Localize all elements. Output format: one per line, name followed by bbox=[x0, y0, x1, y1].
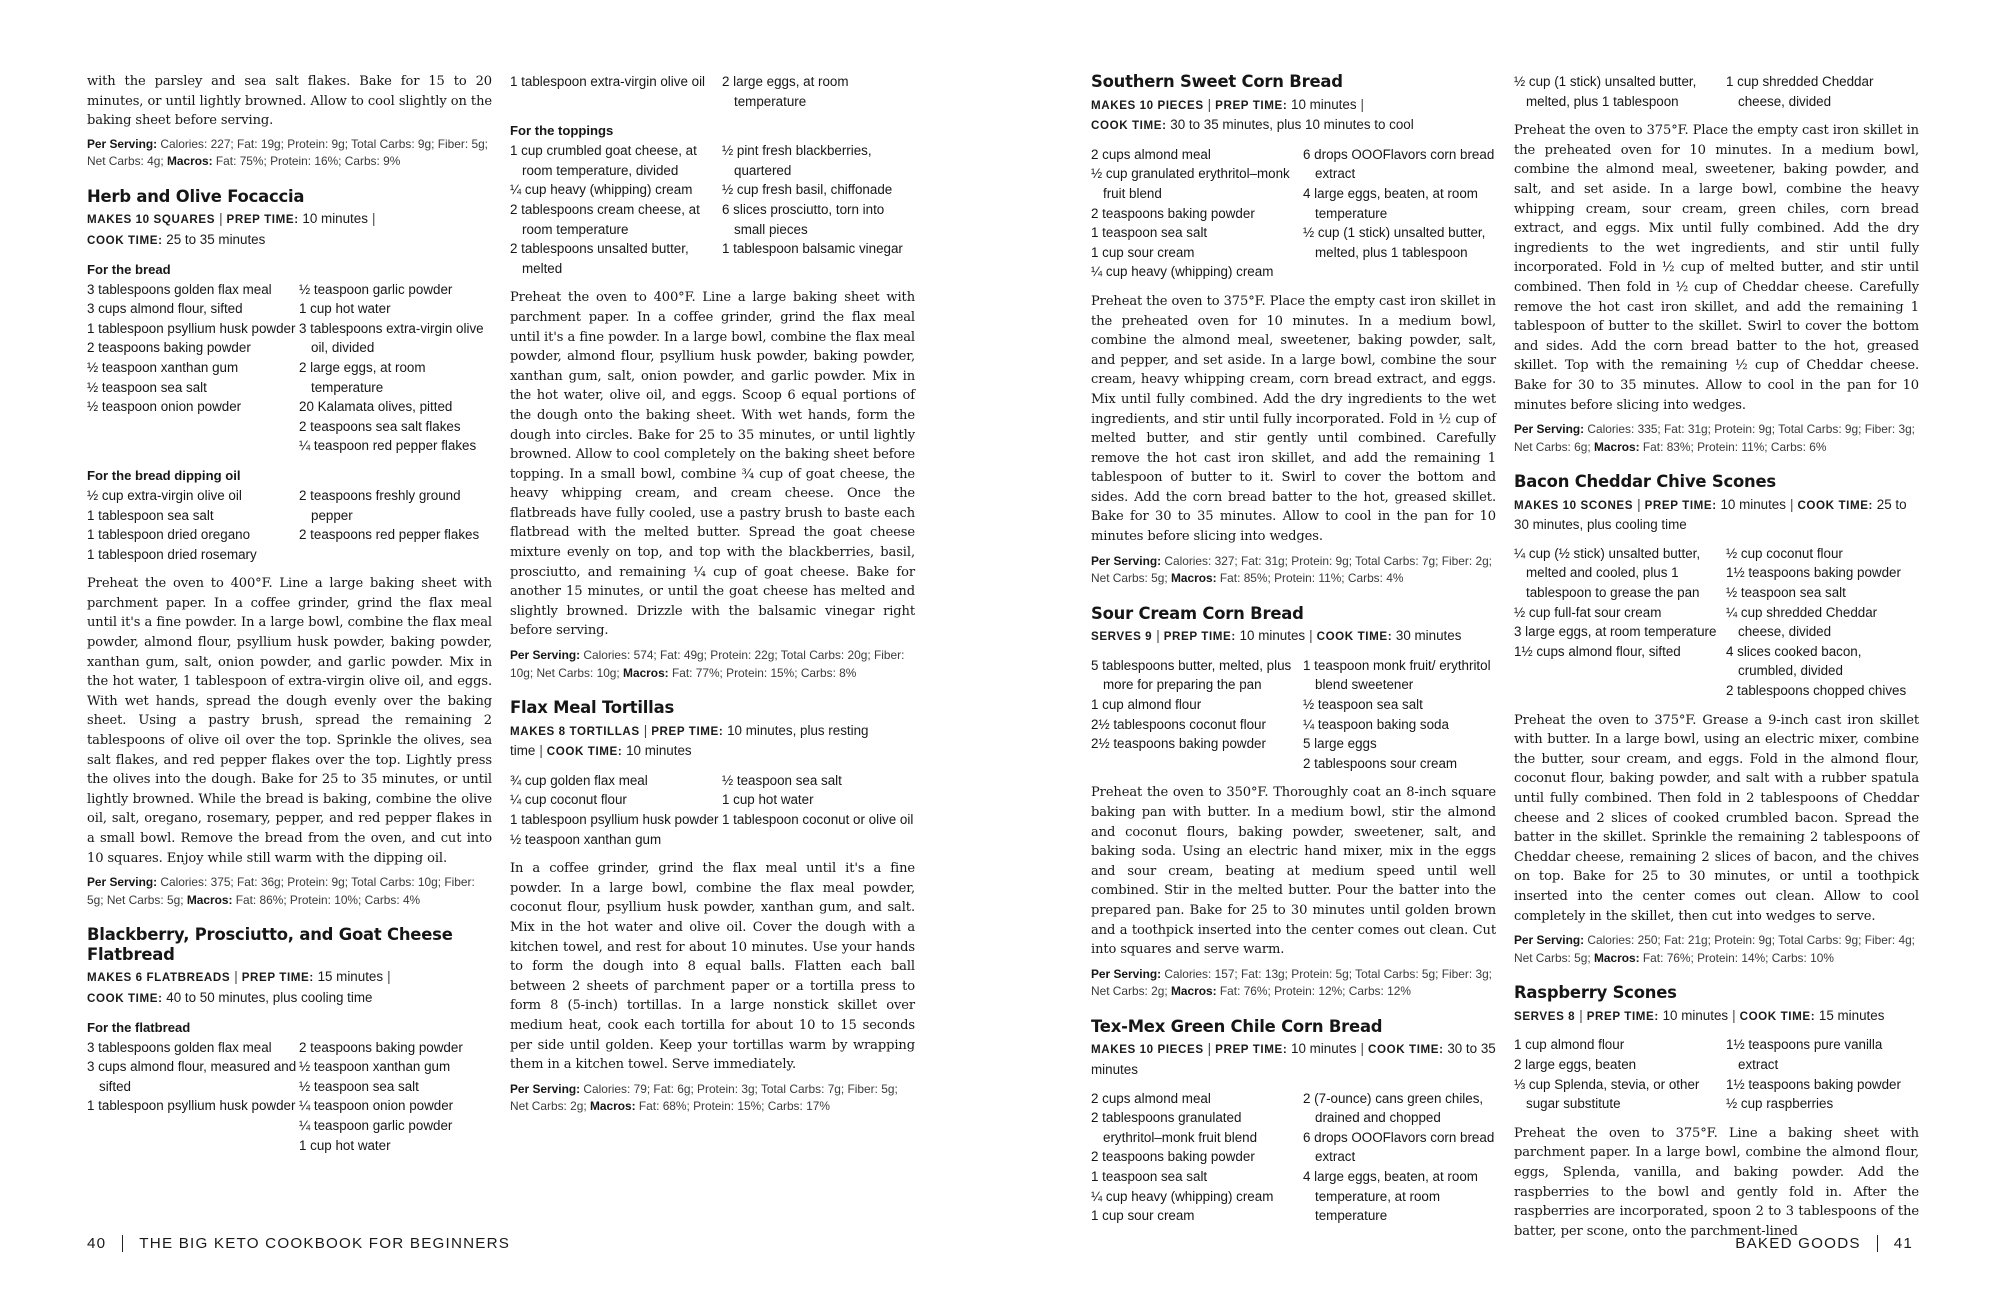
ingredient-item: 3 tablespoons extra-virgin olive oil, divided bbox=[299, 320, 484, 356]
ingredient-item: 1½ cups almond flour, sifted bbox=[1514, 643, 1681, 659]
macros-values: Fat: 75%; Protein: 16%; Carbs: 9% bbox=[215, 154, 401, 169]
left-page-column-1 bbox=[87, 72, 492, 1165]
recipe-raspberry-scones bbox=[1514, 983, 1919, 1241]
ingredient-item: ½ teaspoon xanthan gum bbox=[299, 1059, 451, 1075]
ingredient-item: 1 tablespoon dried oregano bbox=[87, 527, 251, 543]
ingredient-list bbox=[87, 280, 492, 456]
ingredient-subheading: For the toppings bbox=[510, 123, 614, 139]
section-title: BAKED GOODS bbox=[1735, 1235, 1861, 1252]
prep-label: PREP TIME: bbox=[651, 724, 724, 738]
recipe-title: Raspberry Scones bbox=[1514, 983, 1677, 1003]
macros-label: Macros: bbox=[1593, 439, 1640, 454]
ingredient-item: ½ teaspoon sea salt bbox=[87, 379, 207, 395]
ingredient-item: 1 cup sour cream bbox=[1091, 1208, 1195, 1224]
ingredient-item: ¼ cup heavy (whipping) cream bbox=[1091, 1188, 1274, 1204]
nutrition-info bbox=[1091, 966, 1496, 1001]
per-serving-label: Per Serving: bbox=[87, 875, 158, 890]
nutrition-info bbox=[1514, 421, 1919, 456]
ingredient-item: 3 large eggs, at room temperature bbox=[1514, 624, 1717, 640]
ingredient-item: 2 tablespoons granulated erythritol–monk fruit blend bbox=[1091, 1110, 1258, 1145]
recipe-instructions: Preheat the oven to 375°F. Grease a 9-inch cast iron skillet with butter. In a large bowl, using an electric mixer, combine the butter, sour cream, and eggs. Fold in the almond flour, coconut flour, baking powder, and salt with a rubber spatula until fully combined. Then fold in 2 tablespoons of Cheddar cheese and 2 slices of cooked crumbled bacon. Spread the batter in the skillet. Sprinkle the remaining 2 tablespoons of Cheddar cheese, remaining 2 slices of bacon, and the chives on top. Bake for 25 to 30 minutes, or until a toothpick inserted into the center comes out clean. Allow to cool completely in the skillet, then cut into wedges to serve. bbox=[1514, 712, 1919, 924]
makes-value: 10 SCONES bbox=[1562, 498, 1634, 512]
ingredient-list bbox=[1514, 544, 1919, 701]
ingredient-item: 2 tablespoons sour cream bbox=[1303, 755, 1458, 771]
footer-divider bbox=[122, 1235, 123, 1252]
ingredient-item: 1 cup sour cream bbox=[1091, 244, 1195, 260]
ingredient-item: 1 tablespoon psyllium husk powder bbox=[87, 320, 296, 336]
ingredient-item: 1 cup hot water bbox=[722, 792, 814, 808]
ingredient-item: 2 large eggs, at room temperature bbox=[722, 74, 849, 109]
ingredient-list bbox=[510, 72, 915, 111]
ingredient-subheading: For the flatbread bbox=[87, 1019, 191, 1035]
ingredient-column-left bbox=[1514, 1035, 1726, 1113]
makes-label: MAKES bbox=[510, 724, 555, 738]
ingredient-column-left bbox=[1514, 544, 1726, 701]
recipe-herb-olive-focaccia bbox=[87, 187, 492, 909]
makes-value: 10 SQUARES bbox=[135, 213, 216, 227]
macros-label: Macros: bbox=[623, 665, 669, 680]
ingredient-item: 3 tablespoons golden flax meal bbox=[87, 281, 272, 297]
ingredient-list bbox=[1514, 72, 1919, 111]
right-page-footer bbox=[1735, 1235, 1913, 1252]
recipe-instructions: Preheat the oven to 375°F. Place the empty cast iron skillet in the preheated oven for 10 minutes. In a medium bowl, combine the almond meal, sweetener, baking powder, and salt, and set aside. In a large bowl, combine the heavy whipping cream, sour cream, green chiles, corn bread extract, and eggs. Mix until fully combined. Add the dry ingredients to the wet ingredients, and stir until fully incorporated. Fold in ½ cup of melted butter, and stir until combined. Then fold in ½ cup of Cheddar cheese. Carefully remove the hot cast iron skillet, and add the remaining 1 tablespoon of butter to the skillet. Swirl to cover the bottom and sides. Add the corn bread batter to the hot, greased skillet. Top with the remaining ½ cup of Cheddar cheese. Bake for 30 to 35 minutes. Allow to cool in the pan for 10 minutes before slicing into wedges. bbox=[1514, 123, 1919, 413]
ingredient-column-right bbox=[722, 141, 915, 278]
ingredient-column-left bbox=[510, 141, 722, 278]
nutrition-values: Calories: 375; Fat: 36g; Protein: 9g; Total Carbs: 10g; Fiber: 5g; Net Carbs: 5g; bbox=[87, 875, 475, 907]
ingredient-item: 1 cup shredded Cheddar cheese, divided bbox=[1726, 74, 1874, 109]
recipe-instructions: Preheat the oven to 400°F. Line a large baking sheet with parchment paper. In a coffee grinder, grind the flax meal until it's a fine powder. In a large bowl, combine the flax meal powder, almond flour, psyllium husk powder, baking powder, xanthan gum, salt, onion powder, and garlic powder. Mix in the hot water, 1 tablespoon of extra-virgin olive oil, and eggs. With wet hands, spread the dough evenly over the baking sheet. Using a pastry brush, spread the remaining 2 tablespoons of olive oil over the top. Sprinkle the olives, sea salt flakes, and red pepper flakes over the top. Lightly press the olives into the dough. Bake for 25 to 35 minutes, or until lightly browned. While the bread is baking, combine the olive oil, salt, oregano, rosemary, pepper, and red pepper flakes in a small bowl. Remove the bread from the oven, and cut into 10 squares. Enjoy while still warm with the dipping oil. bbox=[87, 576, 492, 866]
footer-divider bbox=[1877, 1235, 1878, 1252]
recipe-instructions: Preheat the oven to 350°F. Thoroughly coat an 8-inch square baking pan with butter. In a medium bowl, stir the almond and coconut flours, baking powder, sweetener, salt, and baking soda. Using an electric hand mixer, mix in the eggs and sour cream, beating at medium speed until well combined. Stir in the melted butter. Pour the batter into the prepared pan. Bake for 25 to 30 minutes until golden brown and a toothpick inserted into the center comes out clean. Cut into squares and serve warm. bbox=[1091, 785, 1496, 958]
prep-value: 10 minutes bbox=[1291, 96, 1357, 112]
macros-values: Fat: 76%; Protein: 14%; Carbs: 10% bbox=[1642, 950, 1834, 965]
ingredient-list bbox=[87, 1038, 492, 1156]
serves-label: SERVES bbox=[1091, 630, 1142, 644]
ingredient-item: 5 tablespoons butter, melted, plus more for preparing the pan bbox=[1091, 657, 1292, 693]
serves-label: SERVES bbox=[1514, 1009, 1565, 1023]
serves-value: 9 bbox=[1145, 630, 1153, 644]
ingredient-item: ¼ cup shredded Cheddar cheese, divided bbox=[1726, 604, 1878, 640]
ingredient-item: ¾ cup golden flax meal bbox=[510, 772, 648, 788]
ingredient-list bbox=[1091, 145, 1496, 282]
ingredient-item: 2 cups almond meal bbox=[1091, 146, 1211, 162]
cook-label: COOK TIME: bbox=[1797, 498, 1874, 512]
macros-label: Macros: bbox=[589, 1099, 636, 1114]
per-serving-label: Per Serving: bbox=[1514, 933, 1585, 948]
makes-value: 8 TORTILLAS bbox=[558, 724, 640, 738]
recipe-meta: MAKES 6 FLATBREADS | PREP TIME: 15 minutes | COOK TIME: 40 to 50 minutes, plus cooling time bbox=[87, 969, 391, 1005]
ingredient-item: ½ teaspoon onion powder bbox=[87, 399, 242, 415]
nutrition-values: Calories: 227; Fat: 19g; Protein: 9g; Total Carbs: 9g; Fiber: 5g; Net Carbs: 4g; bbox=[87, 136, 488, 169]
macros-values: Fat: 86%; Protein: 10%; Carbs: 4% bbox=[235, 892, 421, 907]
page-number: 40 bbox=[87, 1235, 107, 1252]
ingredient-item: 1 cup almond flour bbox=[1514, 1037, 1625, 1053]
cook-label: COOK TIME: bbox=[87, 991, 163, 1005]
makes-label: MAKES bbox=[1091, 1043, 1136, 1057]
ingredient-column-right bbox=[1726, 72, 1919, 111]
ingredient-item: ¼ cup (½ stick) unsalted butter, melted and cooled, plus 1 tablespoon to grease the pan bbox=[1514, 545, 1701, 601]
ingredient-item: 1 cup almond flour bbox=[1091, 697, 1202, 713]
prep-label: PREP TIME: bbox=[226, 213, 299, 227]
ingredient-column-left bbox=[1091, 656, 1303, 774]
ingredient-item: ½ cup (1 stick) unsalted butter, melted, plus 1 tablespoon bbox=[1514, 74, 1697, 109]
prep-value: 10 minutes bbox=[1239, 628, 1306, 644]
ingredient-item: ½ cup raspberries bbox=[1726, 1096, 1834, 1112]
per-serving-label: Per Serving: bbox=[87, 136, 158, 151]
makes-label: MAKES bbox=[87, 971, 132, 985]
ingredient-item: 1 tablespoon dried rosemary bbox=[87, 546, 257, 562]
ingredient-item: 2 teaspoons freshly ground pepper bbox=[299, 487, 461, 523]
ingredient-column-left bbox=[87, 486, 299, 564]
ingredient-column-right bbox=[299, 280, 492, 456]
ingredient-item: ¼ teaspoon garlic powder bbox=[299, 1117, 453, 1133]
recipe-meta: SERVES 8 | PREP TIME: 10 minutes | COOK TIME: 15 minutes bbox=[1514, 1007, 1885, 1023]
ingredient-item: 1 teaspoon sea salt bbox=[1091, 1168, 1208, 1184]
right-page-column-1 bbox=[1091, 72, 1496, 1236]
recipe-instructions: In a coffee grinder, grind the flax meal until it's a fine powder. In a large bowl, combine the flax meal powder, coconut flour, psyllium husk powder, xanthan gum, and salt. Mix in the hot water and olive oil. Cover the dough with a kitchen towel, and rest for about 10 minutes. Use your hands to form the dough into 8 equal balls. Flatten each ball between 2 sheets of parchment paper or a tortilla press to form 8 (5-inch) tortillas. In a large nonstick skillet over medium heat, cook each tortilla for about 10 to 15 seconds per side until golden. Keep your tortillas warm by wrapping them in a kitchen towel. Serve immediately. bbox=[510, 861, 915, 1073]
ingredient-item: 2 teaspoons baking powder bbox=[299, 1039, 463, 1055]
macros-label: Macros: bbox=[1593, 950, 1640, 965]
ingredient-item: ½ cup fresh basil, chiffonade bbox=[722, 182, 893, 198]
ingredient-item: 6 drops OOOFlavors corn bread extract bbox=[1303, 146, 1495, 182]
ingredient-item: 5 large eggs bbox=[1303, 736, 1377, 752]
nutrition-info bbox=[510, 1081, 915, 1116]
recipe-title: Bacon Cheddar Chive Scones bbox=[1514, 472, 1776, 492]
macros-values: Fat: 76%; Protein: 12%; Carbs: 12% bbox=[1219, 984, 1411, 999]
nutrition-info bbox=[1514, 932, 1919, 967]
makes-label: MAKES bbox=[1091, 98, 1136, 112]
ingredient-item: ¼ cup heavy (whipping) cream bbox=[510, 182, 693, 198]
macros-label: Macros: bbox=[1170, 984, 1217, 999]
left-page-column-2 bbox=[510, 72, 915, 1132]
ingredient-item: ¼ cup heavy (whipping) cream bbox=[1091, 264, 1274, 280]
nutrition-values: Calories: 157; Fat: 13g; Protein: 5g; Total Carbs: 5g; Fiber: 3g; Net Carbs: 2g; bbox=[1091, 966, 1492, 999]
nutrition-values: Calories: 327; Fat: 31g; Protein: 9g; Total Carbs: 7g; Fiber: 2g; Net Carbs: 5g; bbox=[1091, 553, 1492, 586]
ingredient-item: ½ pint fresh blackberries, quartered bbox=[722, 143, 872, 178]
ingredient-item: ½ cup granulated erythritol–monk fruit blend bbox=[1091, 166, 1290, 201]
cook-label: COOK TIME: bbox=[1739, 1009, 1816, 1023]
ingredient-item: 3 cups almond flour, sifted bbox=[87, 301, 243, 317]
ingredient-item: 1½ teaspoons baking powder bbox=[1726, 1076, 1901, 1092]
recipe-instructions: Preheat the oven to 400°F. Line a large baking sheet with parchment paper. In a coffee grinder, grind the flax meal until it's a fine powder. In a large bowl, combine the flax meal powder, almond flour, psyllium husk powder, baking powder, xanthan gum, salt, onion powder, and garlic powder. Mix in the hot water, olive oil, and eggs. Scoop 6 equal portions of the dough onto the baking sheet. With wet hands, form the dough into circles. Bake for 25 to 35 minutes, or until lightly browned. Allow to cool completely on the baking sheet before topping. In a small bowl, combine ¾ cup of goat cheese, the heavy whipping cream, and cream cheese. Once the flatbreads have fully cooled, use a pastry brush to baste each flatbread with the melted butter. Spread the goat cheese mixture evenly on top, and top with the blackberries, basil, prosciutto, and remaining ¼ cup of goat cheese. Bake for another 15 minutes, or until the goat cheese has melted and slightly browned. Drizzle with the balsamic vinegar right before serving. bbox=[510, 290, 915, 639]
recipe-title: Herb and Olive Focaccia bbox=[87, 186, 305, 206]
macros-values: Fat: 68%; Protein: 15%; Carbs: 17% bbox=[638, 1099, 830, 1114]
prep-value: 15 minutes bbox=[317, 969, 384, 985]
prep-label: PREP TIME: bbox=[1586, 1009, 1659, 1023]
ingredient-item: 1 teaspoon sea salt bbox=[1091, 225, 1208, 241]
ingredient-column-right bbox=[1303, 1089, 1496, 1226]
cook-label: COOK TIME: bbox=[1368, 1043, 1444, 1057]
ingredient-item: 2 teaspoons red pepper flakes bbox=[299, 527, 480, 543]
per-serving-label: Per Serving: bbox=[1091, 553, 1162, 568]
ingredient-column-right bbox=[722, 771, 915, 849]
recipe-blackberry-flatbread bbox=[87, 925, 492, 1155]
macros-values: Fat: 77%; Protein: 15%; Carbs: 8% bbox=[671, 665, 857, 680]
ingredient-item: 1 tablespoon psyllium husk powder bbox=[87, 1098, 296, 1114]
nutrition-values: Calories: 335; Fat: 31g; Protein: 9g; Total Carbs: 9g; Fiber: 3g; Net Carbs: 6g; bbox=[1514, 422, 1915, 454]
ingredient-item: 2 tablespoons chopped chives bbox=[1726, 683, 1907, 699]
ingredient-item: 20 Kalamata olives, pitted bbox=[299, 399, 453, 415]
per-serving-label: Per Serving: bbox=[1514, 422, 1585, 437]
recipe-tex-mex-corn-bread bbox=[1091, 1017, 1496, 1226]
ingredient-item: 1½ teaspoons pure vanilla extract bbox=[1726, 1037, 1883, 1072]
continued-instructions: with the parsley and sea salt flakes. Bake for 15 to 20 minutes, or until lightly browned. Allow to cool slightly on the baking sheet before serving. bbox=[87, 74, 492, 129]
ingredient-column-left bbox=[510, 72, 722, 111]
per-serving-label: Per Serving: bbox=[1091, 966, 1162, 981]
ingredient-item: ¼ teaspoon red pepper flakes bbox=[299, 438, 477, 454]
prep-label: PREP TIME: bbox=[1163, 630, 1236, 644]
makes-label: MAKES bbox=[1514, 498, 1559, 512]
ingredient-item: 1 tablespoon sea salt bbox=[87, 507, 214, 523]
ingredient-item: ¼ teaspoon onion powder bbox=[299, 1098, 454, 1114]
macros-label: Macros: bbox=[166, 154, 213, 169]
ingredient-item: ¼ cup coconut flour bbox=[510, 792, 627, 808]
ingredient-item: 1 tablespoon extra-virgin olive oil bbox=[510, 74, 706, 89]
makes-label: MAKES bbox=[87, 213, 132, 227]
ingredient-item: ½ cup coconut flour bbox=[1726, 545, 1843, 561]
ingredient-list bbox=[510, 771, 915, 849]
right-page-column-2 bbox=[1514, 72, 1919, 1247]
prep-label: PREP TIME: bbox=[241, 971, 314, 985]
ingredient-item: ⅓ cup Splenda, stevia, or other sugar substitute bbox=[1514, 1076, 1700, 1112]
nutrition-info bbox=[510, 647, 915, 682]
ingredient-item: 2½ teaspoons baking powder bbox=[1091, 736, 1266, 752]
ingredient-item: 2 teaspoons baking powder bbox=[1091, 1149, 1255, 1165]
ingredient-list bbox=[87, 486, 492, 564]
book-title: THE BIG KETO COOKBOOK FOR BEGINNERS bbox=[139, 1235, 511, 1252]
ingredient-column-left bbox=[1091, 1089, 1303, 1226]
recipe-bacon-cheddar-chive-scones bbox=[1514, 472, 1919, 967]
ingredient-item: 2 (7-ounce) cans green chiles, drained and chopped bbox=[1303, 1090, 1484, 1126]
recipe-meta: MAKES 10 SCONES | PREP TIME: 10 minutes | COOK TIME: 25 to 30 minutes, plus cooling time bbox=[1514, 496, 1907, 533]
recipe-meta: SERVES 9 | PREP TIME: 10 minutes | COOK TIME: 30 minutes bbox=[1091, 628, 1462, 644]
ingredient-column-left bbox=[87, 280, 299, 456]
ingredient-item: 3 tablespoons golden flax meal bbox=[87, 1039, 272, 1055]
ingredient-item: 1½ teaspoons baking powder bbox=[1726, 565, 1901, 581]
macros-values: Fat: 83%; Protein: 11%; Carbs: 6% bbox=[1642, 439, 1827, 454]
makes-value: 10 PIECES bbox=[1139, 98, 1204, 112]
recipe-title: Tex-Mex Green Chile Corn Bread bbox=[1091, 1016, 1383, 1036]
recipe-southern-sweet-corn-bread bbox=[1091, 72, 1496, 588]
cook-value: 10 minutes bbox=[626, 743, 692, 759]
nutrition-info bbox=[87, 874, 492, 909]
recipe-title: Flax Meal Tortillas bbox=[510, 698, 675, 718]
ingredient-column-right bbox=[1726, 1035, 1919, 1113]
ingredient-item: 2 tablespoons cream cheese, at room temperature bbox=[510, 201, 700, 237]
recipe-meta: MAKES 8 TORTILLAS | PREP TIME: 10 minutes, plus resting time | COOK TIME: 10 minutes bbox=[510, 722, 869, 759]
ingredient-item: 6 drops OOOFlavors corn bread extract bbox=[1303, 1129, 1495, 1165]
ingredient-item: ½ cup (1 stick) unsalted butter, melted, plus 1 tablespoon bbox=[1303, 225, 1486, 260]
ingredient-list bbox=[1091, 1089, 1496, 1226]
ingredient-item: ½ teaspoon sea salt bbox=[299, 1078, 419, 1094]
ingredient-item: 2 teaspoons sea salt flakes bbox=[299, 418, 461, 434]
nutrition-info bbox=[1091, 553, 1496, 588]
cook-value: 30 minutes bbox=[1395, 628, 1462, 644]
ingredient-item: ½ cup extra-virgin olive oil bbox=[87, 487, 242, 503]
makes-value: 10 PIECES bbox=[1139, 1043, 1204, 1057]
ingredient-item: 4 large eggs, beaten, at room temperature, at room temperature bbox=[1303, 1168, 1478, 1224]
prep-value: 10 minutes, plus resting time bbox=[510, 722, 869, 759]
ingredient-item: ½ cup full-fat sour cream bbox=[1514, 604, 1662, 620]
prep-label: PREP TIME: bbox=[1644, 498, 1717, 512]
cook-value: 25 to 35 minutes bbox=[166, 231, 266, 247]
ingredient-item: 1 cup hot water bbox=[299, 1137, 391, 1153]
cook-value: 25 to 30 minutes, plus cooling time bbox=[1514, 496, 1907, 533]
ingredient-item: 1 cup crumbled goat cheese, at room temperature, divided bbox=[510, 143, 697, 178]
ingredient-subheading: For the bread bbox=[87, 261, 171, 277]
ingredient-item: ½ teaspoon xanthan gum bbox=[510, 831, 662, 847]
cook-value: 30 to 35 minutes, plus 10 minutes to cool bbox=[1170, 117, 1414, 133]
cook-label: COOK TIME: bbox=[546, 745, 623, 759]
ingredient-item: 2 large eggs, at room temperature bbox=[299, 359, 426, 395]
ingredient-item: 6 slices prosciutto, torn into small pieces bbox=[722, 201, 885, 237]
recipe-title: Sour Cream Corn Bread bbox=[1091, 603, 1304, 623]
recipe-flax-meal-tortillas bbox=[510, 698, 915, 1116]
page-number: 41 bbox=[1893, 1235, 1913, 1252]
ingredient-column-left bbox=[510, 771, 722, 849]
ingredient-subheading: For the bread dipping oil bbox=[87, 467, 241, 483]
prep-value: 10 minutes bbox=[1662, 1007, 1729, 1023]
nutrition-values: Calories: 574; Fat: 49g; Protein: 22g; Total Carbs: 20g; Fiber: 10g; Net Carbs: 10g; bbox=[510, 648, 905, 680]
ingredient-item: 2 teaspoons baking powder bbox=[87, 340, 251, 356]
left-page-footer bbox=[87, 1235, 510, 1252]
ingredient-column-right bbox=[299, 486, 492, 564]
cook-label: COOK TIME: bbox=[87, 233, 163, 247]
nutrition-values: Calories: 250; Fat: 21g; Protein: 9g; Total Carbs: 9g; Fiber: 4g; Net Carbs: 5g; bbox=[1514, 933, 1915, 965]
ingredient-item: 1 teaspoon monk fruit/ erythritol blend sweetener bbox=[1303, 657, 1491, 693]
ingredient-item: 2 teaspoons baking powder bbox=[1091, 205, 1255, 221]
macros-label: Macros: bbox=[1170, 571, 1217, 586]
macros-values: Fat: 85%; Protein: 11%; Carbs: 4% bbox=[1219, 571, 1404, 586]
prep-value: 10 minutes bbox=[302, 211, 368, 227]
ingredient-column-left bbox=[1514, 72, 1726, 111]
ingredient-item: ½ teaspoon garlic powder bbox=[299, 281, 453, 297]
serves-value: 8 bbox=[1568, 1009, 1576, 1023]
ingredient-item: 1 tablespoon balsamic vinegar bbox=[722, 241, 903, 257]
ingredient-item: 1 tablespoon psyllium husk powder bbox=[510, 812, 719, 827]
prep-label: PREP TIME: bbox=[1215, 1043, 1288, 1057]
ingredient-column-right bbox=[1303, 145, 1496, 282]
recipe-instructions: Preheat the oven to 375°F. Place the empty cast iron skillet in the preheated oven for 10 minutes. In a medium bowl, combine the almond meal, sweetener, baking powder, salt, and pepper, and set aside. In a large bowl, combine the sour cream, heavy whipping cream, corn bread extract, and eggs. Mix until fully combined. Add the dry ingredients to the wet ingredients, and stir until fully incorporated. Fold in ½ cup of melted butter, and stir gently until combined. Carefully remove the hot cast iron skillet, and add the remaining 1 tablespoon of butter to it. Swirl to cover the bottom and sides. Add the corn bread batter to the hot, greased skillet. Bake for 30 to 35 minutes. Allow to cool in the pan for 10 minutes before slicing into wedges. bbox=[1091, 293, 1496, 545]
ingredient-item: 4 slices cooked bacon, crumbled, divided bbox=[1726, 643, 1862, 679]
cook-label: COOK TIME: bbox=[1316, 630, 1393, 644]
ingredient-item: ½ teaspoon sea salt bbox=[722, 772, 842, 788]
nutrition-info bbox=[87, 136, 492, 171]
recipe-title: Blackberry, Prosciutto, and Goat Cheese Flatbread bbox=[87, 925, 453, 964]
ingredient-list bbox=[1514, 1035, 1919, 1113]
recipe-instructions: Preheat the oven to 375°F. Line a baking sheet with parchment paper. In a large bowl, combine the almond flour, eggs, Splenda, vanilla, and baking powder. Add the raspberries to the bowl and gently fold in. After the raspberries are incorporated, spoon 2 to 3 tablespoons of the batter, per scone, onto the parchment-lined bbox=[1514, 1125, 1919, 1239]
ingredient-column-left bbox=[1091, 145, 1303, 282]
cook-label: COOK TIME: bbox=[1091, 119, 1167, 133]
ingredient-item: 2 cups almond meal bbox=[1091, 1090, 1211, 1106]
prep-value: 10 minutes bbox=[1720, 496, 1786, 512]
ingredient-column-left bbox=[87, 1038, 299, 1156]
ingredient-item: 2 tablespoons unsalted butter, melted bbox=[510, 241, 689, 276]
ingredient-item: ½ teaspoon sea salt bbox=[1726, 585, 1846, 601]
cook-value: 15 minutes bbox=[1818, 1007, 1885, 1023]
makes-value: 6 FLATBREADS bbox=[135, 971, 231, 985]
ingredient-item: 1 tablespoon coconut or olive oil bbox=[722, 812, 914, 827]
ingredient-item: ¼ teaspoon baking soda bbox=[1303, 716, 1449, 732]
ingredient-column-right bbox=[1303, 656, 1496, 774]
recipe-meta: MAKES 10 PIECES | PREP TIME: 10 minutes | COOK TIME: 30 to 35 minutes bbox=[1091, 1041, 1496, 1077]
ingredient-item: 2½ tablespoons coconut flour bbox=[1091, 716, 1266, 732]
ingredient-column-right bbox=[299, 1038, 492, 1156]
per-serving-label: Per Serving: bbox=[510, 1081, 581, 1096]
ingredient-item: 2 large eggs, beaten bbox=[1514, 1056, 1637, 1072]
recipe-title: Southern Sweet Corn Bread bbox=[1091, 72, 1343, 91]
ingredient-item: ½ teaspoon sea salt bbox=[1303, 697, 1423, 713]
ingredient-item: 3 cups almond flour, measured and sifted bbox=[87, 1059, 297, 1094]
prep-label: PREP TIME: bbox=[1215, 98, 1288, 112]
recipe-sour-cream-corn-bread bbox=[1091, 604, 1496, 1001]
ingredient-list bbox=[510, 141, 915, 278]
nutrition-values: Calories: 79; Fat: 6g; Protein: 3g; Total Carbs: 7g; Fiber: 5g; Net Carbs: 2g; bbox=[510, 1081, 898, 1114]
ingredient-column-right bbox=[722, 72, 915, 111]
ingredient-column-right bbox=[1726, 544, 1919, 701]
prep-value: 10 minutes bbox=[1291, 1041, 1357, 1057]
recipe-meta: MAKES 10 PIECES | PREP TIME: 10 minutes | COOK TIME: 30 to 35 minutes, plus 10 minutes to cool bbox=[1091, 96, 1414, 133]
recipe-meta: MAKES 10 SQUARES | PREP TIME: 10 minutes | COOK TIME: 25 to 35 minutes bbox=[87, 211, 376, 247]
cook-value: 30 to 35 minutes bbox=[1091, 1041, 1496, 1077]
macros-label: Macros: bbox=[186, 892, 233, 907]
per-serving-label: Per Serving: bbox=[510, 648, 581, 663]
cook-value: 40 to 50 minutes, plus cooling time bbox=[166, 989, 373, 1005]
ingredient-list bbox=[1091, 656, 1496, 774]
ingredient-item: 1 cup hot water bbox=[299, 301, 391, 317]
ingredient-item: ½ teaspoon xanthan gum bbox=[87, 359, 239, 375]
ingredient-item: 4 large eggs, beaten, at room temperature bbox=[1303, 185, 1478, 221]
